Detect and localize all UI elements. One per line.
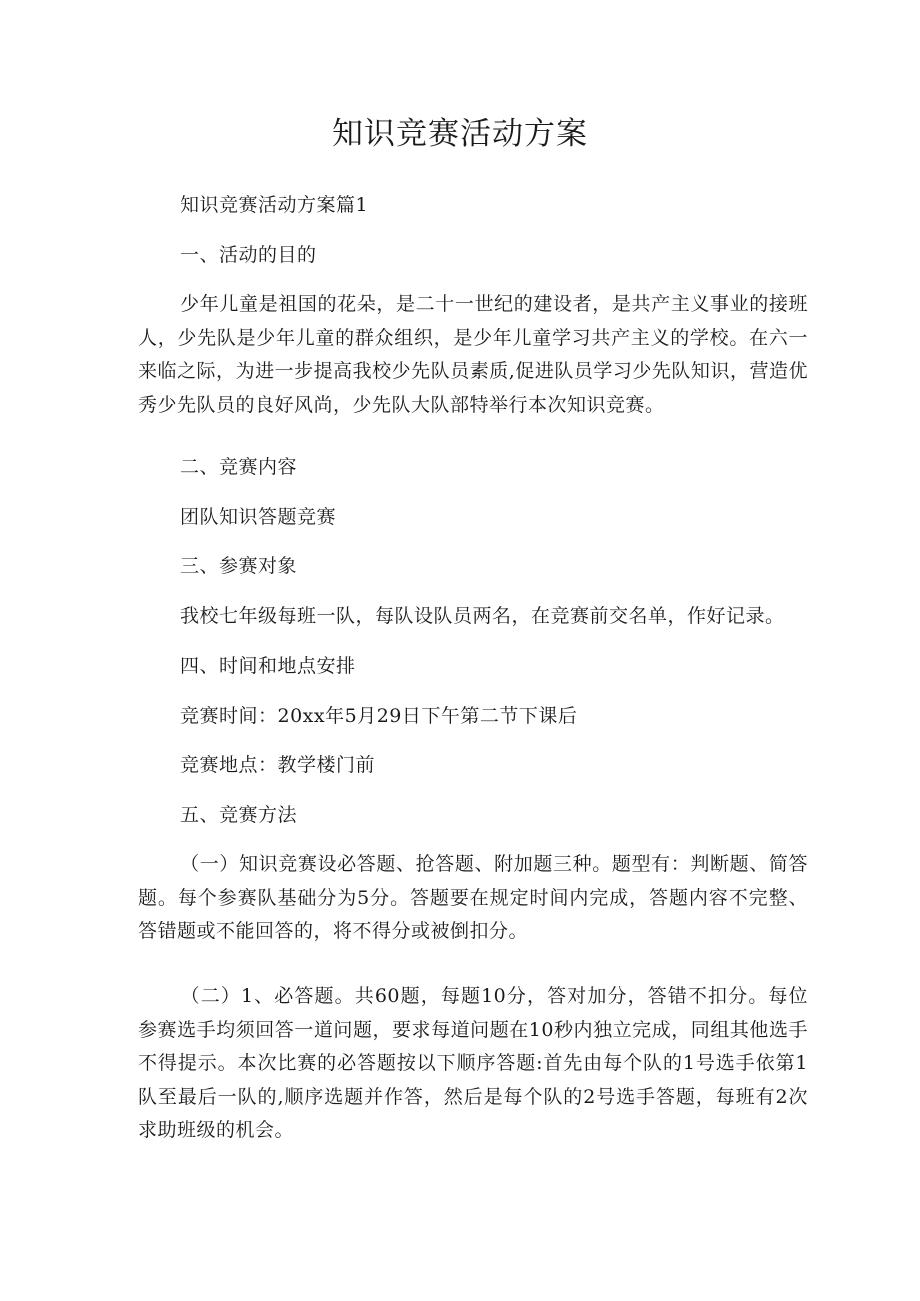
paragraph-purpose — [138, 288, 808, 422]
document-title: 知识竞赛活动方案 — [332, 116, 588, 152]
paragraph-method-2-text: （二）1、必答题。共60题，每题10分，答对加分，答错不扣分。每位参赛选手均须回答一道问题，要求每道问题在10秒内独立完成，同组其他选手不得提示。本次比赛的必答题按以下顺序答题:首先由每个队的1号选手依第1队至最后一队的,顺序选题并作答，然后是每个队的2号选手答题，每班有2次求助班级的机会。 — [138, 985, 808, 1141]
heading-content: 二、竞赛内容 — [180, 456, 298, 478]
paragraph-method-1 — [138, 848, 808, 949]
content-text: 团队知识答题竞赛 — [180, 506, 337, 528]
paragraph-method-1-text: （一）知识竞赛设必答题、抢答题、附加题三种。题型有：判断题、简答题。每个参赛队基础分为5分。答题要在规定时间内完成，答题内容不完整、答错题或不能回答的，将不得分或被倒扣分。 — [138, 853, 808, 942]
heading-participants: 三、参赛对象 — [180, 555, 298, 577]
competition-place: 竞赛地点：教学楼门前 — [180, 754, 376, 776]
heading-time-place: 四、时间和地点安排 — [180, 655, 356, 677]
competition-time: 竞赛时间：20xx年5月29日下午第二节下课后 — [180, 705, 578, 727]
section-heading: 知识竞赛活动方案篇1 — [180, 194, 369, 216]
heading-method: 五、竞赛方法 — [180, 804, 298, 826]
paragraph-method-2 — [138, 980, 808, 1148]
heading-purpose: 一、活动的目的 — [180, 244, 317, 266]
paragraph-purpose-text: 少年儿童是祖国的花朵，是二十一世纪的建设者，是共产主义事业的接班人，少先队是少年儿童的群众组织，是少年儿童学习共产主义的学校。在六一来临之际，为进一步提高我校少先队员素质,促进队员学习少先队知识，营造优秀少先队员的良好风尚，少先队大队部特举行本次知识竞赛。 — [138, 293, 808, 416]
participants-text: 我校七年级每班一队，每队设队员两名，在竞赛前交名单，作好记录。 — [180, 605, 785, 627]
